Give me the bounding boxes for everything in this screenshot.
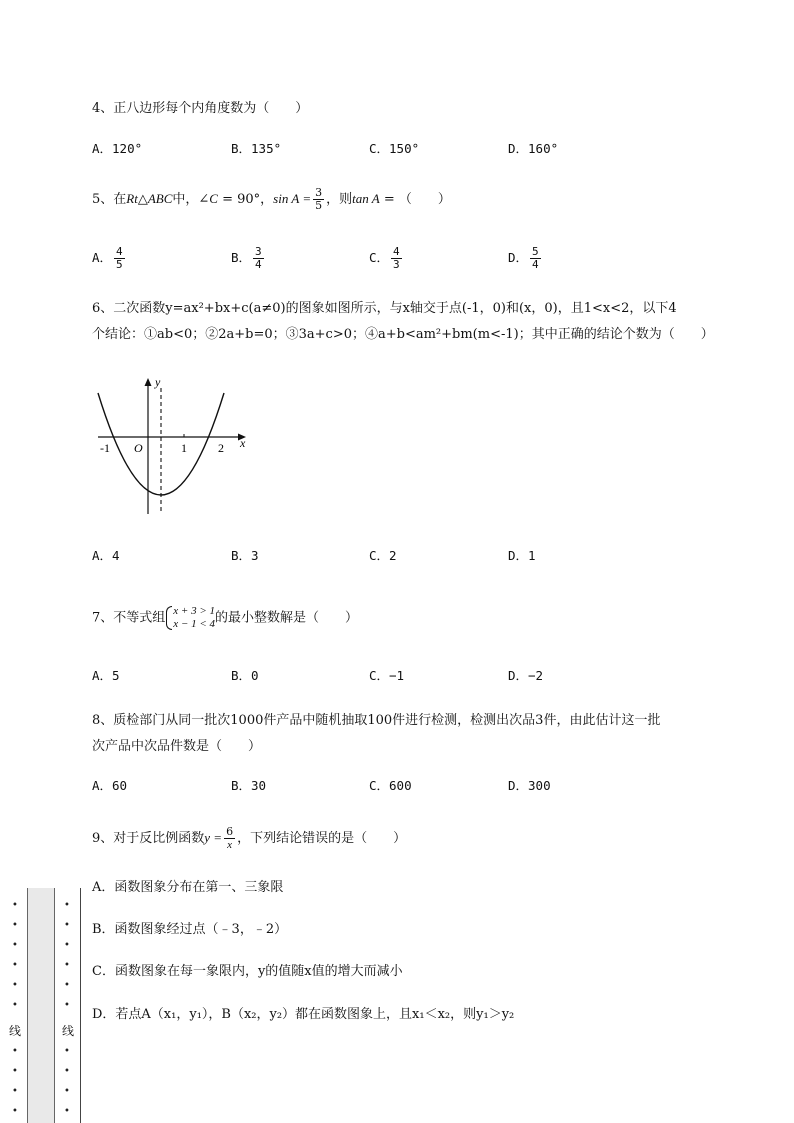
q9-y-eq: y = bbox=[204, 830, 223, 845]
q5-angle-c: C bbox=[209, 191, 218, 206]
q4-option-d: D．160° bbox=[508, 141, 559, 156]
question-7-stem bbox=[92, 605, 358, 632]
q5-a-den: 5 bbox=[116, 258, 123, 271]
binding-dots-right-bottom: • • • • bbox=[64, 1046, 70, 1117]
q8-option-c: C．600 bbox=[369, 778, 412, 793]
question-9-stem bbox=[92, 825, 406, 852]
q5-c-den: 3 bbox=[393, 258, 400, 271]
binding-dots-right-top: • • • • • • bbox=[64, 900, 70, 1011]
q5-option-a-letter: A． bbox=[92, 250, 113, 265]
q7-option-b: B．0 bbox=[231, 668, 259, 683]
label-origin: O bbox=[134, 441, 143, 455]
q9-option-b: B．函数图象经过点（﹣3，﹣2） bbox=[92, 922, 288, 937]
q5-mid2: = 90°， bbox=[217, 192, 274, 207]
q9-fraction bbox=[224, 826, 235, 851]
label-2: 2 bbox=[218, 441, 224, 455]
q5-frac-den: 5 bbox=[315, 199, 323, 212]
label-1: 1 bbox=[181, 441, 187, 455]
binding-dots-left-top: • • • • • • bbox=[12, 900, 18, 1011]
q5-a-num: 4 bbox=[116, 245, 123, 258]
q5-option-c-fraction bbox=[391, 246, 402, 271]
q5-mid1: 中，∠ bbox=[172, 192, 210, 207]
q7-tail: 的最小整数解是（ ） bbox=[215, 610, 359, 626]
q7-option-d: D．−2 bbox=[508, 668, 544, 683]
q7-inequality-system bbox=[165, 605, 215, 631]
q5-lead: 5、在 bbox=[92, 192, 127, 207]
q5-sin: sin A = bbox=[273, 191, 312, 206]
binding-label-right: 线 bbox=[62, 1024, 75, 1038]
question-6-options bbox=[92, 546, 732, 572]
q5-d-num: 5 bbox=[532, 245, 539, 258]
q5-option-c bbox=[369, 246, 404, 271]
q5-option-a bbox=[92, 246, 127, 271]
q9-option-a: A．函数图象分布在第一、三象限 bbox=[92, 880, 284, 895]
q5-b-num: 3 bbox=[255, 245, 262, 258]
question-8-stem-line1: 8、质检部门从同一批次1000件产品中随机抽取100件进行检测，检测出次品3件，由此估计这一批 bbox=[92, 713, 661, 728]
q5-b-den: 4 bbox=[255, 258, 262, 271]
q8-option-d: D．300 bbox=[508, 778, 551, 793]
y-axis-arrow bbox=[145, 378, 152, 386]
q9-tail: ，下列结论错误的是（ ） bbox=[237, 831, 407, 846]
q9-lead: 9、对于反比例函数 bbox=[92, 831, 205, 846]
label-x: x bbox=[240, 436, 246, 450]
q4-option-a: A．120° bbox=[92, 141, 143, 156]
binding-gray-band bbox=[27, 888, 55, 1123]
q5-option-a-fraction bbox=[114, 246, 125, 271]
binding-dots-left-bottom: • • • • bbox=[12, 1046, 18, 1117]
binding-rail-line bbox=[80, 888, 81, 1123]
q5-d-den: 4 bbox=[532, 258, 539, 271]
q6-option-d: D．1 bbox=[508, 548, 536, 563]
question-6-stem-line1: 6、二次函数y=ax²+bx+c(a≠0)的图象如图所示，与x轴交于点(-1，0)和(x，0)，且1<x<2，以下4 bbox=[92, 301, 677, 316]
q9-option-d: D．若点A（x₁，y₁），B（x₂，y₂）都在函数图象上，且x₁＜x₂，则y₁＞y₂ bbox=[92, 1007, 515, 1022]
q4-option-b: B．135° bbox=[231, 141, 282, 156]
q5-option-b-letter: B． bbox=[231, 250, 252, 265]
q7-inequality-1: x + 3 > 1 bbox=[173, 605, 216, 617]
binding-label-left: 线 bbox=[9, 1024, 22, 1038]
q7-option-c: C．−1 bbox=[369, 668, 405, 683]
q9-frac-den: x bbox=[227, 839, 233, 851]
q9-option-c: C．函数图象在每一象限内，y的值随x值的增大而减小 bbox=[92, 964, 403, 979]
question-8-stem-line2: 次产品中次品件数是（ ） bbox=[92, 739, 262, 754]
q5-option-b-fraction bbox=[253, 246, 264, 271]
q6-option-a: A．4 bbox=[92, 548, 120, 563]
q5-option-b bbox=[231, 246, 266, 271]
parabola-graph bbox=[94, 372, 254, 518]
question-5-stem bbox=[92, 186, 451, 213]
q5-mid3: ，则 bbox=[326, 192, 353, 207]
q9-frac-num: 6 bbox=[226, 825, 234, 838]
q5-option-d-letter: D． bbox=[508, 250, 529, 265]
question-7-options bbox=[92, 666, 732, 692]
question-6-stem-line2: 个结论：①ab<0；②2a+b=0；③3a+c>0；④a+b<am²+bm(m<-1)；其中正确的结论个数为（ ） bbox=[92, 327, 714, 342]
q8-option-a: A．60 bbox=[92, 778, 128, 793]
q6-option-c: C．2 bbox=[369, 548, 397, 563]
q5-tail: = （ ） bbox=[379, 192, 451, 207]
q5-option-d-fraction bbox=[530, 246, 541, 271]
question-8-options bbox=[92, 776, 732, 802]
q5-frac-num: 3 bbox=[315, 186, 323, 199]
label-neg1: -1 bbox=[100, 441, 110, 455]
q8-option-b: B．30 bbox=[231, 778, 267, 793]
question-5-options bbox=[92, 246, 732, 272]
q5-option-d bbox=[508, 246, 543, 271]
q4-option-c: C．150° bbox=[369, 141, 420, 156]
q5-triangle: Rt△ABC bbox=[126, 191, 173, 206]
q5-tan: tan A bbox=[352, 191, 380, 206]
question-4-stem: 4、正八边形每个内角度数为（ ） bbox=[92, 101, 309, 116]
q5-c-num: 4 bbox=[393, 245, 400, 258]
q7-lead: 7、不等式组 bbox=[92, 610, 166, 626]
label-y: y bbox=[155, 375, 161, 389]
q7-inequality-2: x − 1 < 4 bbox=[173, 618, 216, 630]
q7-option-a: A．5 bbox=[92, 668, 120, 683]
q5-option-c-letter: C． bbox=[369, 250, 390, 265]
q6-option-b: B．3 bbox=[231, 548, 259, 563]
question-4-options bbox=[92, 139, 732, 165]
q5-fraction bbox=[313, 187, 324, 212]
